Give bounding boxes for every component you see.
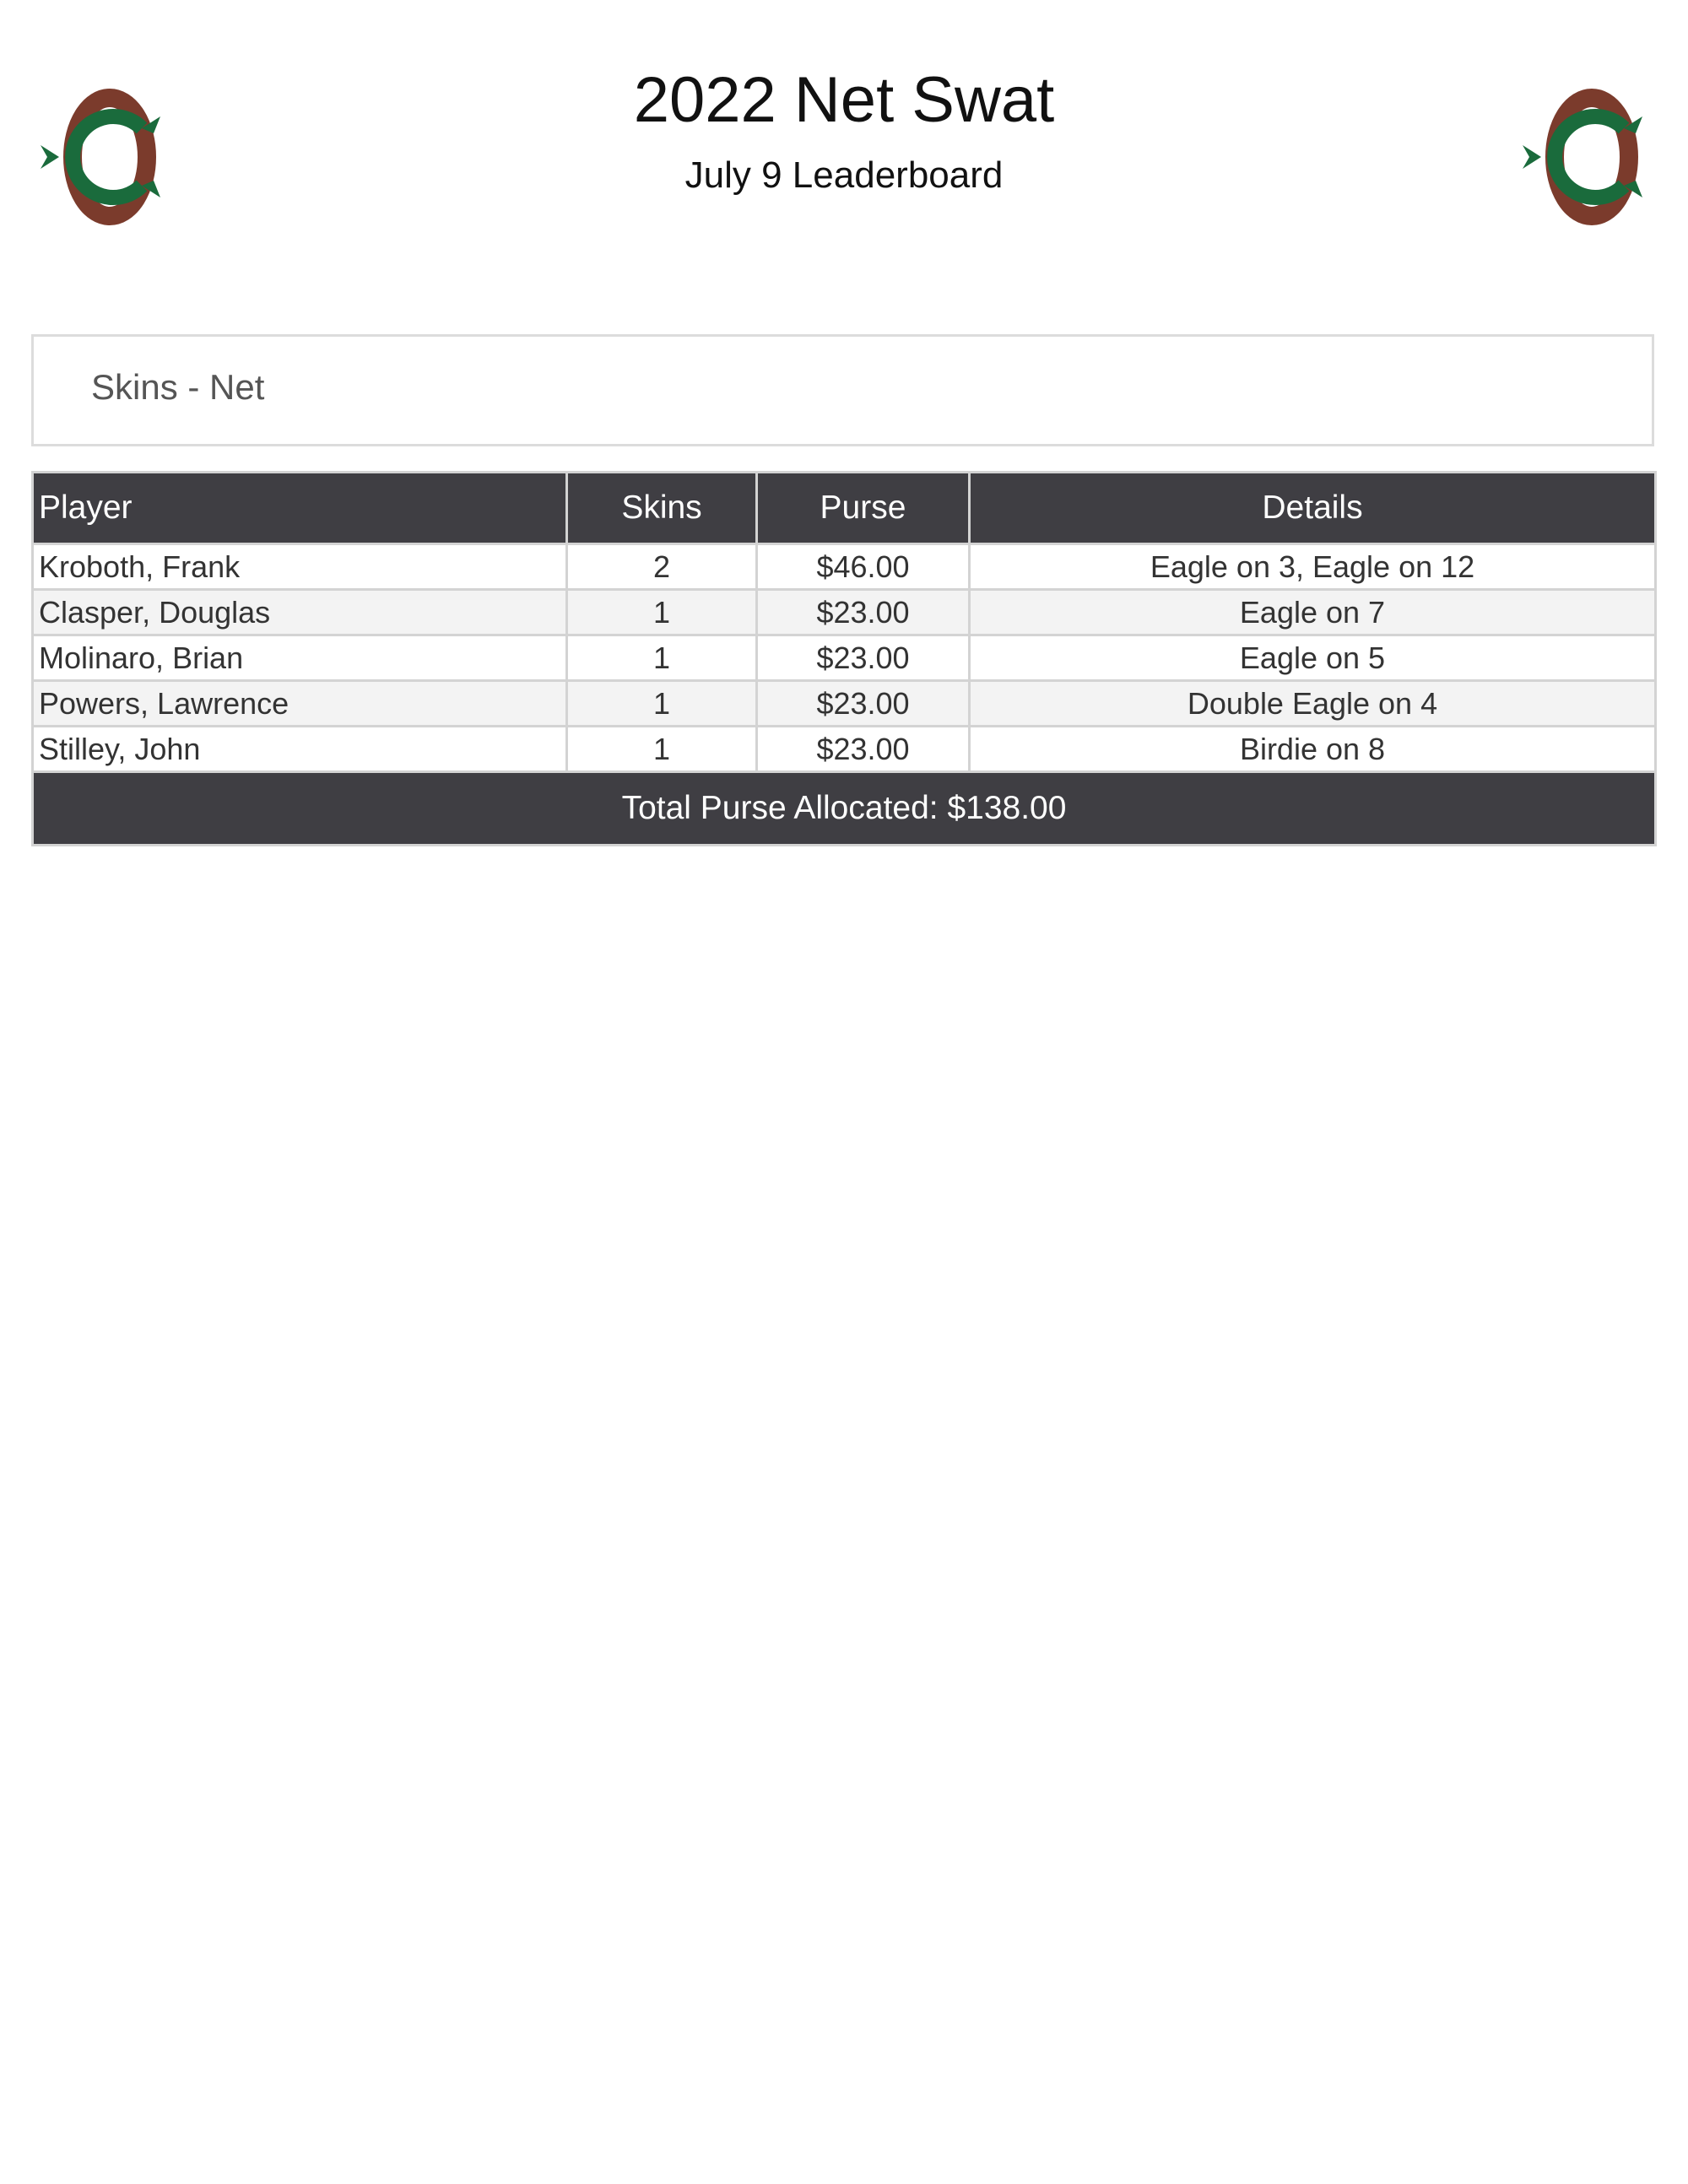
club-logo-left [34, 64, 186, 250]
purse-cell: $23.00 [757, 635, 970, 681]
details-cell: Double Eagle on 4 [970, 681, 1656, 727]
purse-cell: $23.00 [757, 590, 970, 635]
purse-cell: $46.00 [757, 544, 970, 590]
column-header-purse: Purse [757, 473, 970, 544]
section-header [31, 334, 1654, 446]
details-cell: Eagle on 5 [970, 635, 1656, 681]
skins-cell: 1 [567, 590, 757, 635]
table-footer-row [33, 772, 1656, 846]
page-subtitle: July 9 Leaderboard [684, 154, 1004, 196]
details-cell: Birdie on 8 [970, 727, 1656, 772]
table-row [33, 727, 1656, 772]
column-header-skins: Skins [567, 473, 757, 544]
skins-cell: 1 [567, 727, 757, 772]
page-header [253, 54, 1435, 201]
oc-monogram-icon [1516, 64, 1668, 250]
player-cell: Stilley, John [33, 727, 567, 772]
table-row [33, 590, 1656, 635]
player-cell: Kroboth, Frank [33, 544, 567, 590]
oc-monogram-icon [34, 64, 186, 250]
total-purse: Total Purse Allocated: $138.00 [33, 772, 1656, 846]
skins-cell: 2 [567, 544, 757, 590]
player-cell: Molinaro, Brian [33, 635, 567, 681]
club-logo-right [1516, 64, 1668, 250]
page-title: 2022 Net Swat [633, 64, 1055, 136]
column-header-details: Details [970, 473, 1656, 544]
table-header-row [33, 473, 1656, 544]
skins-cell: 1 [567, 681, 757, 727]
purse-cell: $23.00 [757, 681, 970, 727]
skins-cell: 1 [567, 635, 757, 681]
table-row [33, 544, 1656, 590]
player-cell: Clasper, Douglas [33, 590, 567, 635]
details-cell: Eagle on 7 [970, 590, 1656, 635]
column-header-player: Player [33, 473, 567, 544]
purse-cell: $23.00 [757, 727, 970, 772]
leaderboard-table [31, 471, 1657, 846]
table-row [33, 681, 1656, 727]
section-label: Skins - Net [91, 367, 265, 407]
table-row [33, 635, 1656, 681]
details-cell: Eagle on 3, Eagle on 12 [970, 544, 1656, 590]
player-cell: Powers, Lawrence [33, 681, 567, 727]
